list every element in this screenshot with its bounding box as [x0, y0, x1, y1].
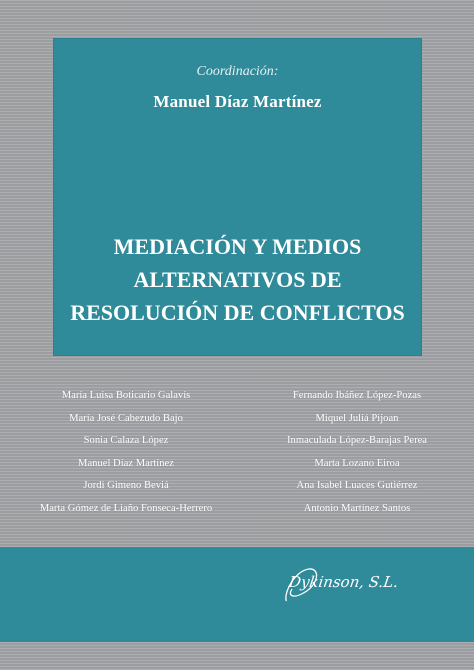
author-name: Miquel Juliá Pijoan: [315, 412, 399, 424]
author-name: Jordi Gimeno Beviá: [83, 480, 169, 492]
author-name: Marta Lozano Eiroa: [314, 457, 400, 469]
title-line-3: RESOLUCIÓN DE CONFLICTOS: [70, 300, 405, 325]
author-name: Manuel Díaz Martínez: [78, 457, 174, 469]
author-name: María Luisa Boticario Galavís: [61, 390, 191, 401]
title-line-2: ALTERNATIVOS DE: [133, 267, 342, 292]
publisher-panel: [0, 547, 474, 642]
coordination-label: Coordinación:: [196, 64, 279, 79]
publisher-swash-icon: [279, 563, 325, 607]
coordinator-name: Manuel Díaz Martínez: [153, 92, 322, 111]
author-name: Marta Gómez de Liaño Fonseca-Herrero: [39, 502, 213, 514]
author-column-right: [246, 385, 468, 521]
title-line-1: MEDIACIÓN Y MEDIOS: [113, 234, 362, 259]
title-panel: [53, 38, 422, 356]
publisher-name: Dykinson, S.L.: [287, 573, 400, 591]
publisher-logo: [288, 573, 400, 591]
book-title: [53, 230, 422, 329]
author-name: Ana Isabel Luaces Gutiérrez: [296, 480, 418, 492]
author-name: Inmaculada López-Barajas Perea: [287, 435, 427, 447]
author-name: Sonia Calaza López: [83, 435, 169, 447]
author-name: Antonio Martínez Santos: [303, 502, 411, 514]
author-name: Fernando Ibáñez López-Pozas: [292, 390, 422, 401]
author-column-left: [14, 385, 238, 521]
author-name: María José Cabezudo Bajo: [69, 412, 183, 424]
